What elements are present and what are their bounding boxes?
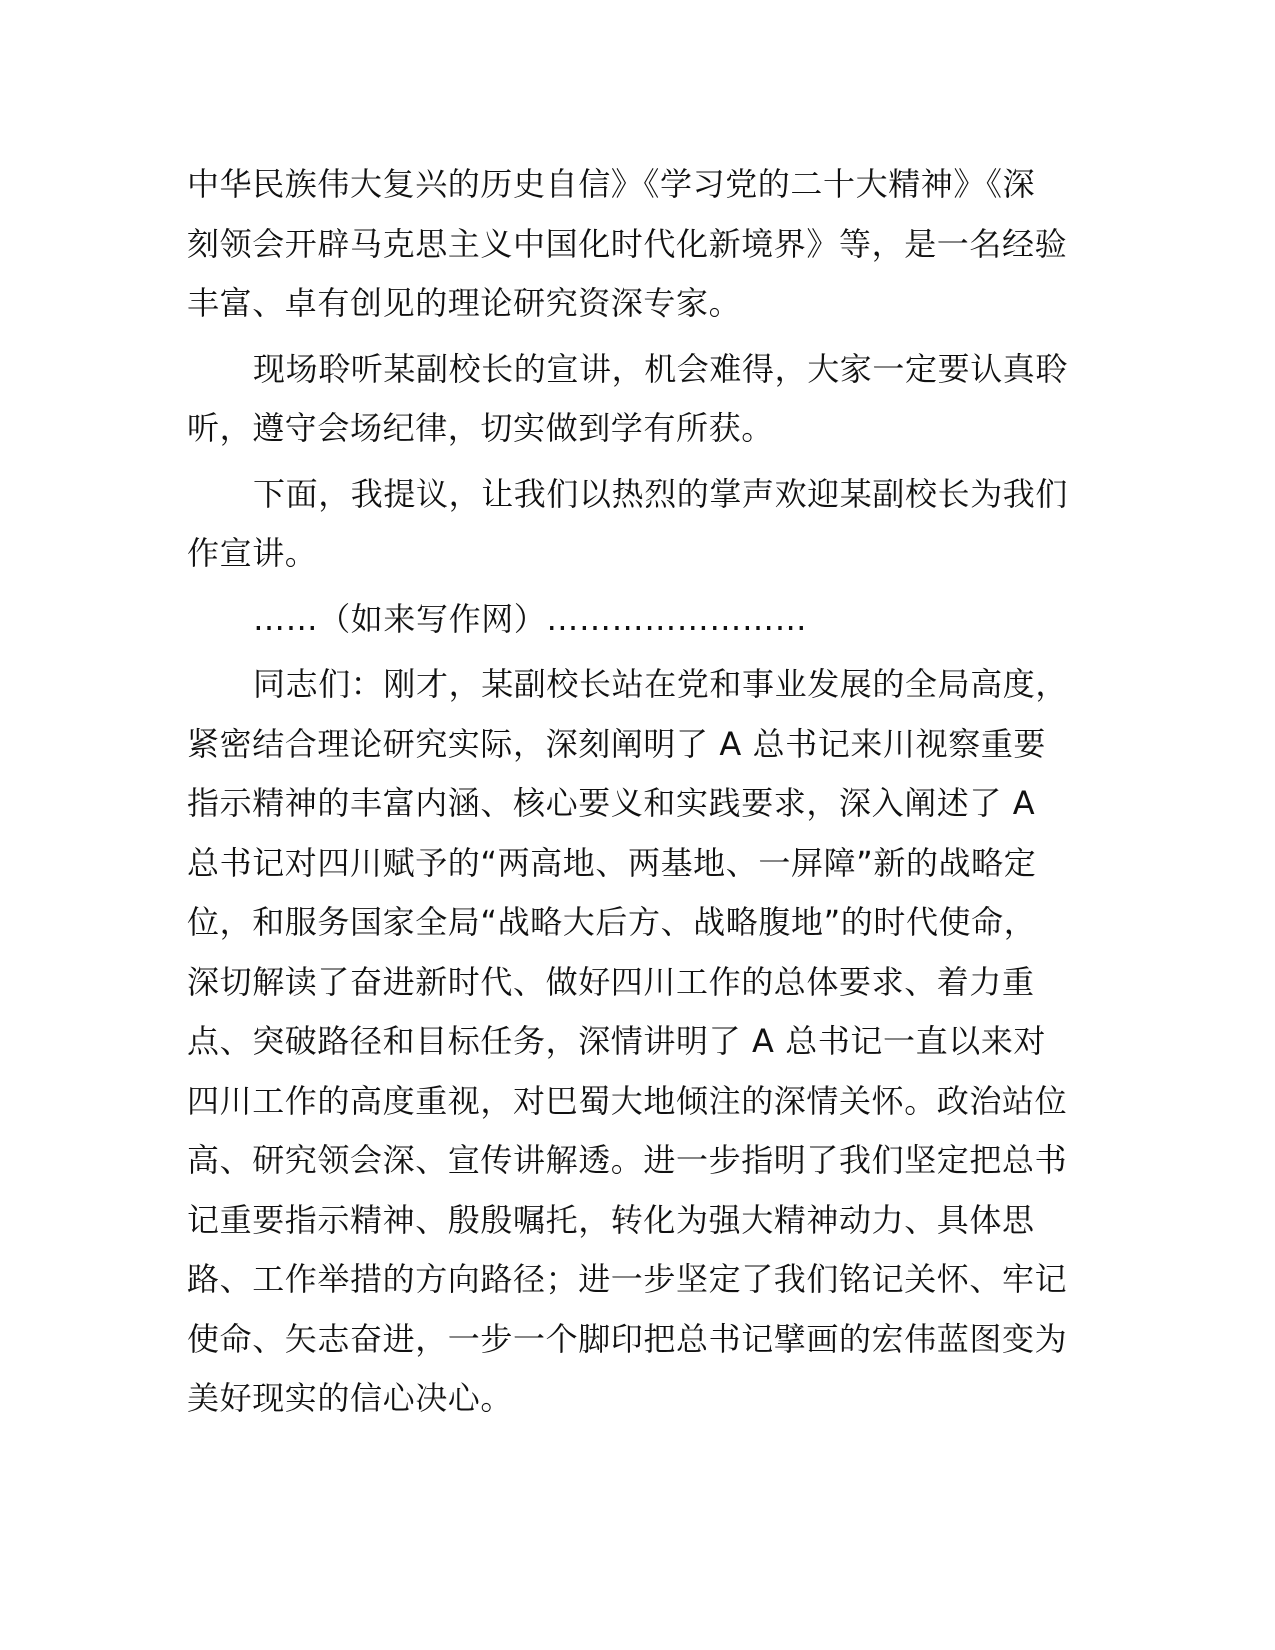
text-line: 美好现实的信心决心。: [187, 1379, 514, 1417]
text-line: 四川工作的高度重视，对巴蜀大地倾注的深情关怀。政治站位: [187, 1081, 1068, 1120]
paragraph-listen-carefully: [187, 340, 1087, 459]
paragraph-expert-intro: [187, 155, 1087, 334]
section-separator: [187, 590, 1087, 650]
text-line: 总书记对四川赋予的“两高地、两基地、一屏障”新的战略定: [187, 843, 1037, 882]
text-line: 深切解读了奋进新时代、做好四川工作的总体要求、着力重: [187, 962, 1035, 1001]
text-line: 使命、矢志奋进，一步一个脚印把总书记擘画的宏伟蓝图变为: [187, 1319, 1068, 1358]
text-line: 点、突破路径和目标任务，深情讲明了 A 总书记一直以来对: [187, 1022, 1047, 1060]
paragraph-speech-summary: [187, 655, 1087, 1429]
text-line: 丰富、卓有创见的理论研究资深专家。: [187, 284, 742, 322]
text-line: 高、研究领会深、宣传讲解透。进一步指明了我们坚定把总书: [187, 1141, 1068, 1179]
text-line: 下面，我提议，让我们以热烈的掌声欢迎某副校长为我们: [253, 474, 1069, 513]
text-line: 中华民族伟大复兴的历史自信》《学习党的二十大精神》《深: [187, 165, 1036, 203]
text-line: 同志们：刚才，某副校长站在党和事业发展的全局高度，: [253, 665, 1069, 703]
document-body: [187, 155, 1087, 1435]
text-line: 紧密结合理论研究实际，深刻阐明了 A 总书记来川视察重要: [187, 724, 1047, 763]
text-line: 位，和服务国家全局“战略大后方、战略腹地”的时代使命，: [187, 903, 1037, 941]
text-line: ……（如来写作网）……………………: [253, 599, 808, 638]
paragraph-welcome-applause: [187, 465, 1087, 584]
text-line: 现场聆听某副校长的宣讲，机会难得，大家一定要认真聆: [253, 349, 1069, 388]
text-line: 路、工作举措的方向路径；进一步坚定了我们铭记关怀、牢记: [187, 1260, 1068, 1298]
text-line: 作宣讲。: [187, 534, 318, 572]
text-line: 指示精神的丰富内涵、核心要义和实践要求，深入阐述了 A: [187, 784, 1036, 822]
text-line: 听，遵守会场纪律，切实做到学有所获。: [187, 409, 774, 447]
text-line: 记重要指示精神、殷殷嘱托，转化为强大精神动力、具体思: [187, 1200, 1035, 1239]
text-line: 刻领会开辟马克思主义中国化时代化新境界》等，是一名经验: [187, 224, 1068, 263]
